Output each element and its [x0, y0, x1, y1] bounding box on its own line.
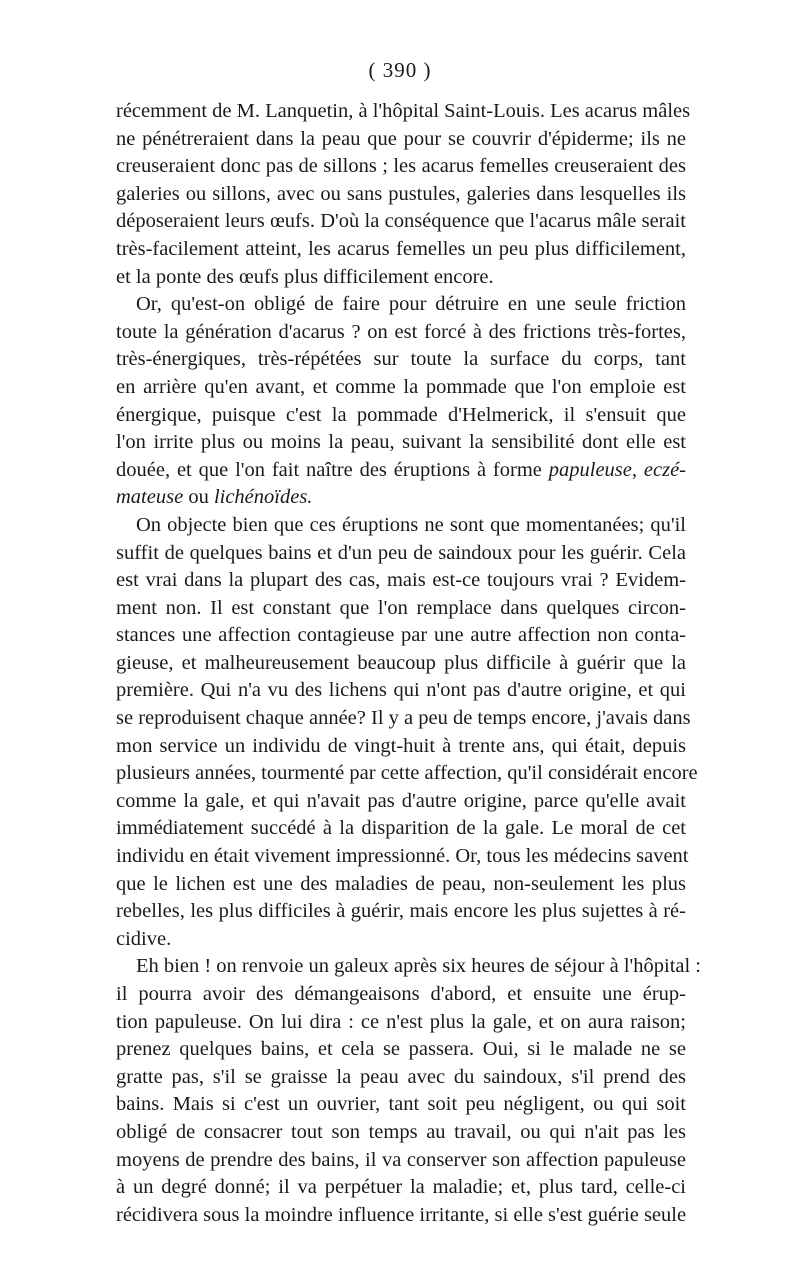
text-line: gieuse, et malheureusement beaucoup plus difficile à guérir que la: [116, 651, 686, 674]
text-line: moyens de prendre des bains, il va conserver son affection papuleuse: [116, 1148, 686, 1171]
text-line: On objecte bien que ces éruptions ne sont que momentanées; qu'il: [136, 513, 686, 536]
text-line: [116, 484, 686, 512]
text-line: première. Qui n'a vu des lichens qui n'ont pas d'autre origine, et qui: [116, 679, 686, 702]
text-line: plusieurs années, tourmenté par cette affection, qu'il considérait encore: [116, 762, 698, 785]
text-line: cidive.: [116, 927, 172, 950]
text-line: immédiatement succédé à la disparition de la gale. Le moral de cet: [116, 817, 686, 840]
text-fragment: ou: [188, 486, 209, 509]
text-line: ment non. Il est constant que l'on remplace dans quelques circon-: [116, 596, 686, 619]
italic-term: lichénoïdes.: [213, 486, 313, 509]
text-line: très-facilement atteint, les acarus femelles un peu plus difficilement,: [116, 237, 686, 260]
text-line: toute la génération d'acarus ? on est forcé à des frictions très-fortes,: [116, 320, 686, 343]
text-line: Or, qu'est-on obligé de faire pour détruire en une seule friction: [136, 293, 686, 316]
italic-term: eczé-: [643, 458, 686, 481]
text-line: douée, et que l'on fait naître des éruptions à forme papuleuse, eczé-: [116, 458, 686, 481]
text-line: il pourra avoir des démangeaisons d'abord, et ensuite une érup-: [116, 983, 686, 1005]
text-line: ne pénétreraient dans la peau que pour se couvrir d'épiderme; ils ne: [116, 127, 686, 150]
text-line: récidivera sous la moindre influence irritante, si elle s'est guérie seule: [116, 1203, 687, 1226]
text-line: gratte pas, s'il se graisse la peau avec du saindoux, s'il prend des: [116, 1065, 686, 1088]
text-line: stances une affection contagieuse par une autre affection non conta-: [116, 624, 686, 647]
paragraph: [116, 512, 698, 954]
page-number: ( 390 ): [368, 58, 432, 82]
text-fragment: douée, et que l'on fait naître des éruptions à forme: [116, 458, 542, 481]
text-line: suffit de quelques bains et d'un peu de saindoux pour les guérir. Cela: [116, 541, 686, 564]
text-line: à un degré donné; il va perpétuer la maladie; et, plus tard, celle-ci: [116, 1176, 686, 1199]
text-line: individu en était vivement impressionné. Or, tous les médecins savent: [116, 845, 689, 868]
text-line: Eh bien ! on renvoie un galeux après six heures de séjour à l'hôpital :: [136, 955, 702, 978]
text-line: bains. Mais si c'est un ouvrier, tant soit peu négligent, ou qui soit: [116, 1093, 686, 1116]
text-line: tion papuleuse. On lui dira : ce n'est plus la gale, et on aura raison;: [116, 1010, 686, 1033]
italic-term: papuleuse: [548, 458, 632, 481]
text-line: très-énergiques, très-répétées sur toute la surface du corps, tant: [116, 348, 686, 371]
text-line: et la ponte des œufs plus difficilement encore.: [116, 265, 494, 288]
text-line: en arrière qu'en avant, et comme la pommade que l'on emploie est: [116, 375, 686, 398]
text-line: mon service un individu de vingt-huit à trente ans, qui était, depuis: [116, 734, 686, 757]
paragraph: [116, 98, 691, 291]
text-line: rebelles, les plus difficiles à guérir, mais encore les plus sujettes à ré-: [116, 900, 686, 923]
paragraph: [116, 953, 702, 1229]
text-line: que le lichen est une des maladies de peau, non-seulement les plus: [116, 872, 686, 895]
text-line: récemment de M. Lanquetin, à l'hôpital Saint-Louis. Les acarus mâles: [116, 100, 691, 122]
text-line: se reproduisent chaque année? Il y a peu de temps encore, j'avais dans: [116, 707, 691, 730]
text-line: comme la gale, et qui n'avait pas d'autre origine, parce qu'elle avait: [116, 789, 686, 812]
paragraph: [116, 291, 686, 512]
text-line: creuseraient donc pas de sillons ; les acarus femelles creuseraient des: [116, 155, 686, 178]
text-line: est vrai dans la plupart des cas, mais est-ce toujours vrai ? Evidem-: [116, 569, 686, 592]
text-line: prenez quelques bains, et cela se passera. Oui, si le malade ne se: [116, 1038, 686, 1061]
text-line: galeries ou sillons, avec ou sans pustules, galeries dans lesquelles ils: [116, 182, 686, 205]
body-text: [116, 98, 702, 1229]
italic-term: mateuse: [116, 486, 184, 509]
text-line: déposeraient leurs œufs. D'où la conséquence que l'acarus mâle serait: [116, 210, 686, 233]
text-line: l'on irrite plus ou moins la peau, suivant la sensibilité dont elle est: [116, 431, 686, 454]
text-line: énergique, puisque c'est la pommade d'Helmerick, il s'ensuit que: [116, 403, 686, 426]
text-line: obligé de consacrer tout son temps au travail, ou qui n'ait pas les: [116, 1120, 686, 1143]
